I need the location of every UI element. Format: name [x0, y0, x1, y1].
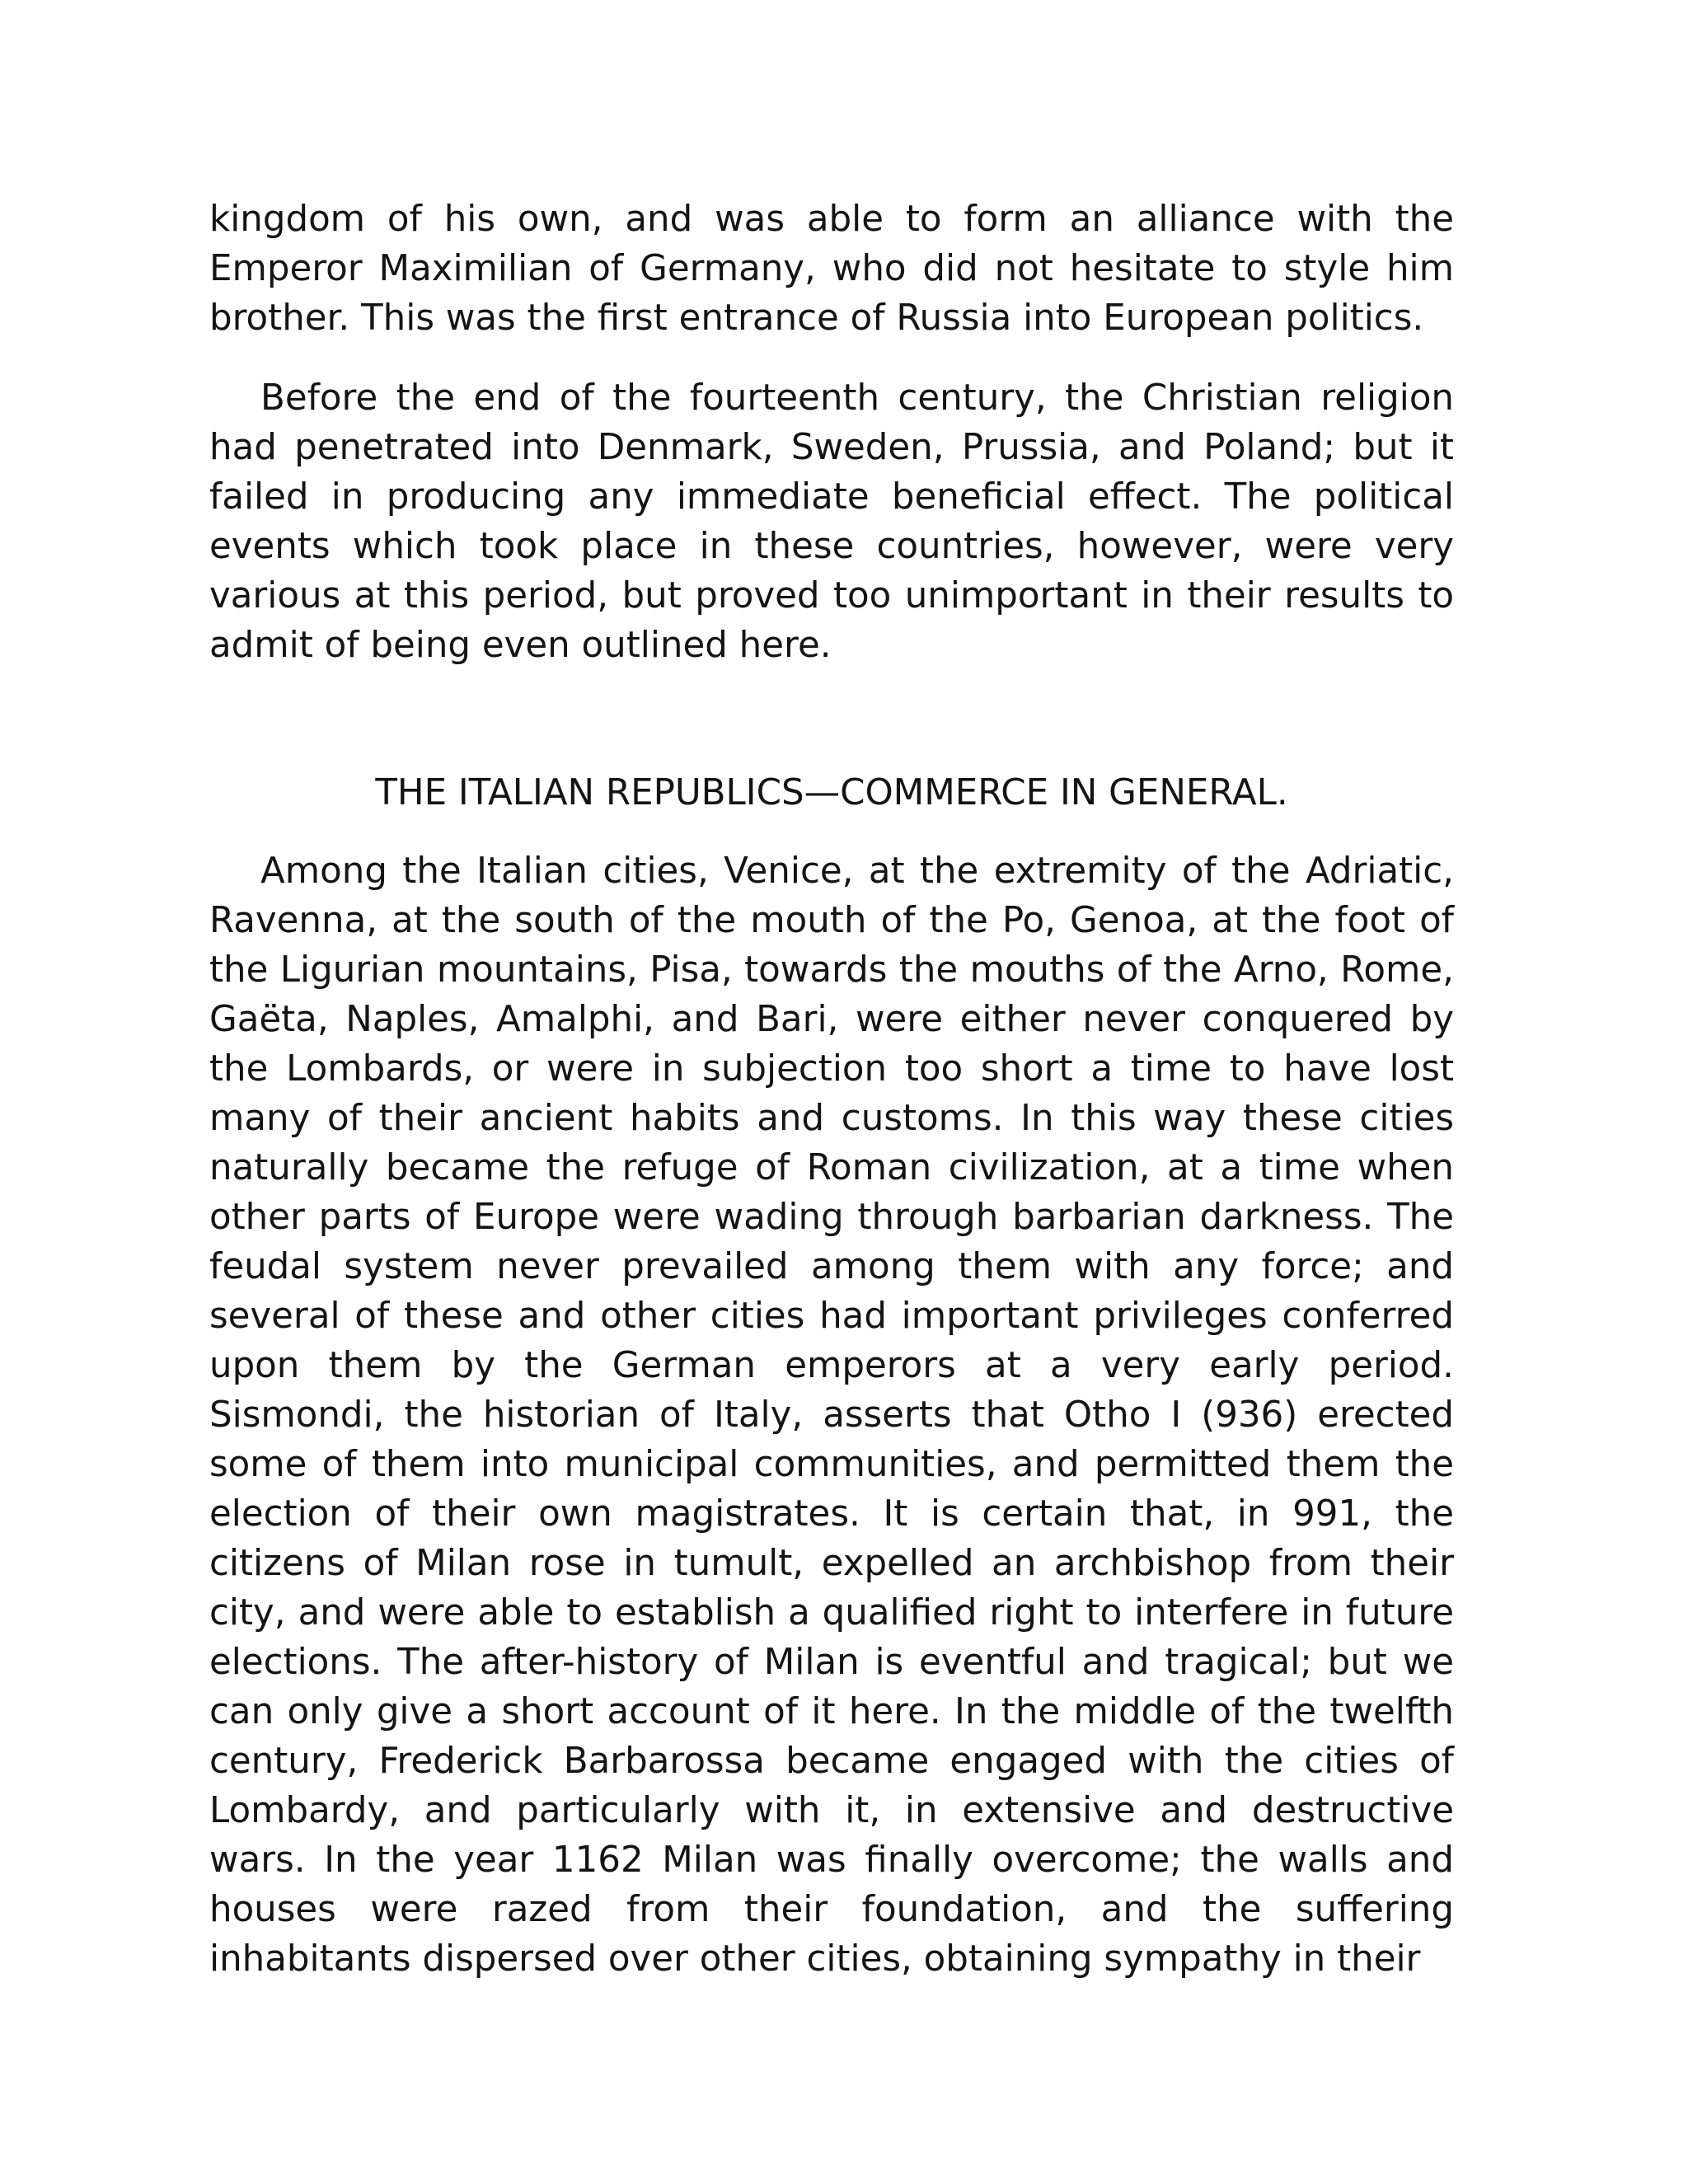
section-heading: THE ITALIAN REPUBLICS—COMMERCE IN GENERAL.	[375, 772, 1288, 813]
paragraph-christian-religion: Before the end of the fourteenth century, the Christian religion had penetrated into Denmark, Sweden, Prussia, and Poland; but it failed in producing any immediate beneficial effect. The political events which took place in these countries, however, were very various at this period, but proved too unimportant in their results to admit of being even outlined here.	[209, 377, 1454, 666]
paragraph-italian-cities: Among the Italian cities, Venice, at the extremity of the Adriatic, Ravenna, at the south of the mouth of the Po, Genoa, at the foot of the Ligurian mountains, Pisa, towards the mouths of the Arno, Rome, Gaëta, Naples, Amalphi, and Bari, were either never conquered by the Lombards, or were in subjection too short a time to have lost many of their ancient habits and customs. In this way these cities naturally became the refuge of Roman civilization, at a time when other parts of Europe were wading through barbarian darkness. The feudal system never prevailed among them with any force; and several of these and other cities had important privileges conferred upon them by the German emperors at a very early period. Sismondi, the historian of Italy, asserts that Otho I (936) erected some of them into municipal communities, and permitted them the election of their own magistrates. It is certain that, in 991, the citizens of Milan rose in tumult, expelled an archbishop from their city, and were able to establish a qualified right to interfere in future elections. The after-history of Milan is eventful and tragical; but we can only give a short account of it here. In the middle of the twelfth century, Frederick Barbarossa became engaged with the cities of Lombardy, and particularly with it, in extensive and destructive wars. In the year 1162 Milan was finally overcome; the walls and houses were razed from their foundation, and the suffering inhabitants dispersed over other cities, obtaining sympathy in their	[209, 851, 1454, 1980]
book-page	[209, 194, 1454, 1984]
paragraph-continuation: kingdom of his own, and was able to form an alliance with the Emperor Maximilian of Germany, who did not hesitate to style him brother. This was the first entrance of Russia into European politics.	[209, 199, 1454, 339]
